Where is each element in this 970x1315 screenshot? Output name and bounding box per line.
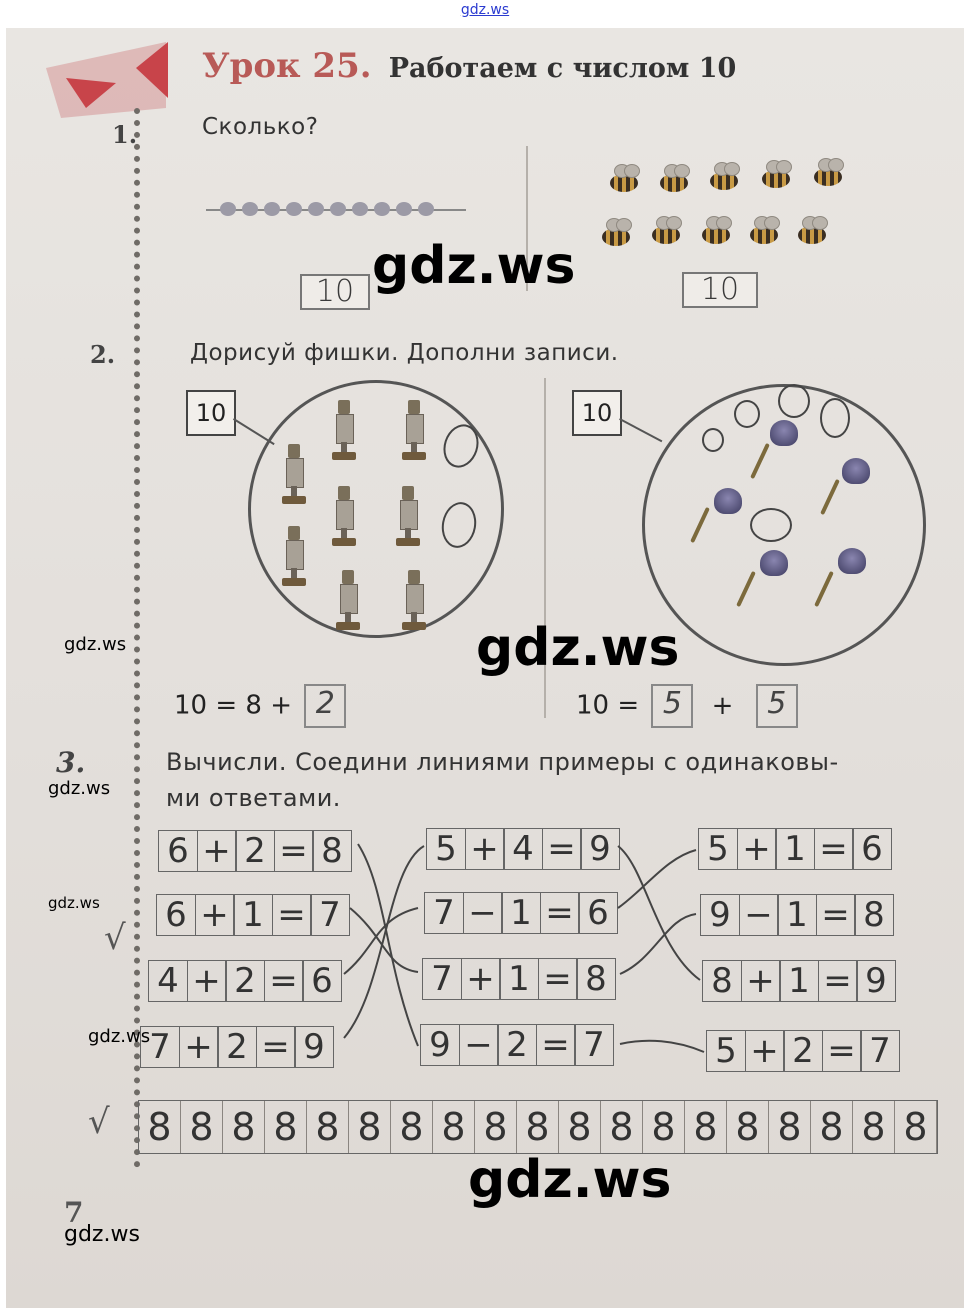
task3-instruction-line2: ми ответами. bbox=[166, 784, 341, 812]
site-mark-link[interactable]: gdz.ws bbox=[460, 2, 510, 18]
task2-right-answer-b[interactable]: 5 bbox=[756, 684, 798, 728]
watermark: gdz.ws bbox=[64, 1222, 140, 1247]
task3-example-c3-r1: 5 + 1 = 6 bbox=[698, 828, 891, 870]
task2-right-number-box: 10 bbox=[572, 390, 622, 436]
page-number: 7 bbox=[64, 1196, 84, 1229]
task3-example-c3-r2: 9 − 1 = 8 bbox=[700, 894, 893, 936]
writing-practice-row: 8 8 8 8 8 8 8 8 8 8 8 8 8 8 8 8 8 8 8 bbox=[138, 1100, 938, 1154]
task3-example-c1-r1: 6 + 2 = 8 bbox=[158, 830, 351, 872]
lesson-number: Урок 25. bbox=[202, 46, 372, 86]
task2-right-answer-a[interactable]: 5 bbox=[651, 684, 693, 728]
task1-number: 1. bbox=[112, 120, 138, 149]
checkmark-icon: √ bbox=[104, 918, 126, 958]
watermark: gdz.ws bbox=[64, 634, 127, 655]
task2-number: 2. bbox=[90, 340, 116, 369]
task3-example-c3-r3: 8 + 1 = 9 bbox=[702, 960, 895, 1002]
watermark: gdz.ws bbox=[372, 236, 576, 296]
task3-example-c1-r3: 4 + 2 = 6 bbox=[148, 960, 341, 1002]
watermark: gdz.ws bbox=[88, 1026, 151, 1047]
task3-number: 3. bbox=[56, 746, 86, 779]
watermark: gdz.ws bbox=[48, 778, 111, 799]
task2-left-answer[interactable]: 2 bbox=[304, 684, 346, 728]
task3-instruction-line1: Вычисли. Соедини линиями примеры с одинаковы- bbox=[166, 748, 839, 776]
task3-example-c2-r2: 7 − 1 = 6 bbox=[424, 892, 617, 934]
watermark: gdz.ws bbox=[468, 1150, 672, 1210]
watermark: gdz.ws bbox=[48, 894, 100, 912]
lesson-title: Работаем с числом 10 bbox=[388, 53, 737, 84]
task3-example-c1-r4: 7 + 2 = 9 bbox=[140, 1026, 333, 1068]
task2-left-number-box: 10 bbox=[186, 390, 236, 436]
task3-example-c3-r4: 5 + 2 = 7 bbox=[706, 1030, 899, 1072]
task1-instruction: Сколько? bbox=[202, 114, 319, 140]
watermark: gdz.ws bbox=[476, 618, 680, 678]
task2-right-equation: 10 = 5 + 5 bbox=[576, 684, 798, 728]
task3-example-c2-r1: 5 + 4 = 9 bbox=[426, 828, 619, 870]
checkmark-icon: √ bbox=[88, 1102, 110, 1142]
task1-answer-left[interactable]: 10 bbox=[300, 274, 370, 310]
task1-answer-right[interactable]: 10 bbox=[682, 272, 758, 308]
task3-example-c2-r4: 9 − 2 = 7 bbox=[420, 1024, 613, 1066]
task2-instruction: Дорисуй фишки. Дополни записи. bbox=[190, 340, 619, 366]
task3-example-c2-r3: 7 + 1 = 8 bbox=[422, 958, 615, 1000]
task3-example-c1-r2: 6 + 1 = 7 bbox=[156, 894, 349, 936]
task2-left-equation: 10 = 8 + 2 bbox=[174, 684, 346, 728]
